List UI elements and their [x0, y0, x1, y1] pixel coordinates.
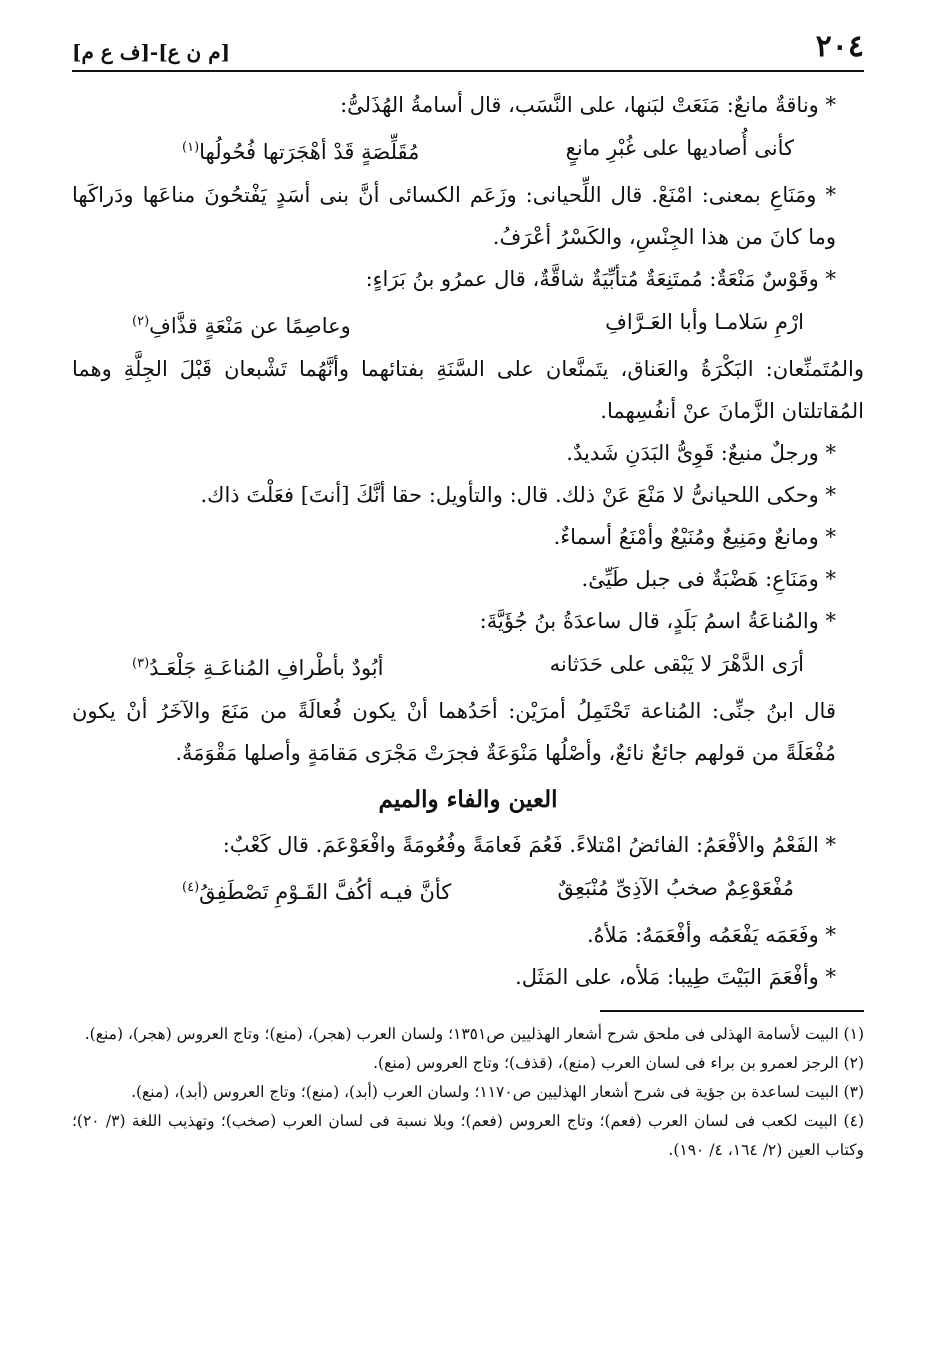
verse-hemistich	[182, 866, 451, 914]
paragraph: * وفَعَمَه يَفْعَمُه وأفْعَمَهُ: مَلأهُ.	[587, 923, 836, 947]
paragraph: * ورجلٌ منيعٌ: قَوِىُّ البَدَنِ شَديدٌ.	[566, 441, 836, 465]
verse-hemistich	[182, 126, 419, 174]
footnote-marker: (٢)	[132, 314, 150, 329]
paragraph: * وناقةٌ مانعٌ: مَنَعَتْ لبَنها، على النَّسَب، قال أسامةُ الهُذَلىُّ:	[340, 93, 836, 117]
footnote-marker: (٤)	[182, 880, 200, 895]
paragraph: * وأفْعَمَ البَيْتَ طِيبا: مَلأه، على المَثَل.	[515, 965, 836, 989]
footnote: (٢) الرجز لعمرو بن براء فى لسان العرب (منع)، (قذف)؛ وتاج العروس (منع).	[373, 1054, 864, 1072]
paragraph: * والمُناعَةُ اسمُ بَلَدٍ، قال ساعدَةُ بنُ جُؤَيَّةَ:	[479, 609, 836, 633]
verse-hemistich-text: وعاصِمًا عن مَنْعَةٍ قذَّافِ	[149, 314, 351, 338]
paragraph: * ومَنَاعِ: هَضْبَةٌ فى جبل طَيِّئ.	[581, 567, 836, 591]
verse-hemistich-text: كأنَّ فيـه أكُفَّ القَـوْمِ تَصْطَفِقُ	[199, 880, 452, 904]
page-number: ٢٠٤	[815, 29, 864, 64]
paragraph: * الفَعْمُ والأفْعَمُ: الفائضُ امْتلاءً. فَعُمَ فَعامَةً وفُعُومَةً وافْعَوْعَمَ. قال كَعْبٌ:	[222, 833, 836, 857]
verse-hemistich: ارْمِ سَلامـا وأبا العَـرَّافِ	[605, 310, 804, 334]
verse-line	[72, 866, 864, 914]
paragraph: * ومانعٌ ومَنِيعٌ ومُنَيْعٌ وأمْنَعُ أسماءٌ.	[553, 525, 836, 549]
verse-line	[72, 126, 864, 174]
paragraph: * وقَوْسٌ مَنْعَةٌ: مُمتَنِعَةٌ مُتأبِّيَةٌ شاقَّةٌ، قال عمرُو بنُ بَرَاءٍ:	[365, 267, 836, 291]
paragraph: قال ابنُ جنِّى: المُناعة تَحْتَمِلُ أمرَيْن: أحَدُهما أنْ يكون فُعالَةً من مَنَعَ والآخَرُ أنْ يكون مُفْعَلَةً من قولهم جائعٌ نائعٌ، وأصْلُها مَنْوَعَةٌ فجرَتْ مَجْرَى مَقامَةٍ وأصلها مَقْوَمَةٌ.	[72, 699, 836, 765]
section-title: العين والفاء والميم	[378, 786, 558, 813]
verse-hemistich-text: مُقَلِّصَةٍ قَدْ أهْجَرَتها فُحُولُها	[199, 140, 420, 164]
verse-line	[72, 642, 864, 690]
verse-hemistich-text: أبُودٌ بأطْرافِ المُناعَـةِ جَلْعَـدُ	[149, 656, 384, 680]
running-head: [م ن ع]-[ف ع م]	[72, 40, 231, 64]
verse-line	[72, 300, 864, 348]
verse-hemistich	[132, 300, 351, 348]
verse-hemistich	[132, 642, 383, 690]
footnote-marker: (١)	[182, 140, 200, 155]
page-header	[72, 30, 864, 72]
footnote: (٣) البيت لساعدة بن جؤية فى شرح أشعار الهذليين ص١١٧٠؛ ولسان العرب (أبد)، (منع)؛ وتاج العروس (أبد)، (منع).	[131, 1083, 864, 1101]
verse-hemistich: مُفْعَوْعِمٌ صخبُ الآذِىِّ مُنْبَعِقٌ	[557, 876, 794, 900]
verse-hemistich: أرَى الدَّهْرَ لا يَبْقى على حَدَثانه	[549, 652, 804, 676]
footnote-divider	[600, 1010, 864, 1012]
page-body	[72, 84, 864, 998]
footnote: (١) البيت لأسامة الهذلى فى ملحق شرح أشعار الهذليين ص١٣٥١؛ ولسان العرب (هجر)، (منع)؛ وتاج العروس (هجر)، (منع).	[84, 1025, 864, 1043]
footnote: (٤) البيت لكعب فى لسان العرب (فعم)؛ وتاج العروس (فعم)؛ وبلا نسبة فى لسان العرب (صخب)؛ وتهذيب اللغة (٣/ ٢٠)؛ وكتاب العين (٢/ ١٦٤، ٤/ ١٩٠).	[72, 1112, 864, 1159]
verse-hemistich: كأنى أُصاديها على غُبْرِ مانعٍ	[565, 136, 794, 160]
footnote-marker: (٣)	[132, 656, 150, 671]
footnotes	[72, 1020, 864, 1165]
paragraph: * ومَنَاعِ بمعنى: امْنَعْ. قال اللِّحيانى: وزَعَم الكسائى أنَّ بنى أسَدٍ يَفْتحُونَ مناعَها ودَراكَها وما كانَ من هذا الجِنْسِ، والكَسْرُ أعْرَفُ.	[72, 183, 836, 249]
paragraph: * وحكى اللحيانىُّ لا مَنْعَ عَنْ ذلك. قال: والتأويل: حقا أنَّكَ [أنتَ] فعَلْتَ ذاك.	[200, 483, 836, 507]
paragraph: والمُتَمنِّعان: البَكْرَةُ والعَناق، يتَمنَّعان على السَّنَةِ بفتائهما وأنَّهُما تَشْبعان قَبْلَ الجِلَّةِ وهما المُقاتلتان الزَّمانَ عنْ أنفُسِهما.	[72, 357, 864, 423]
book-page	[72, 30, 864, 1165]
